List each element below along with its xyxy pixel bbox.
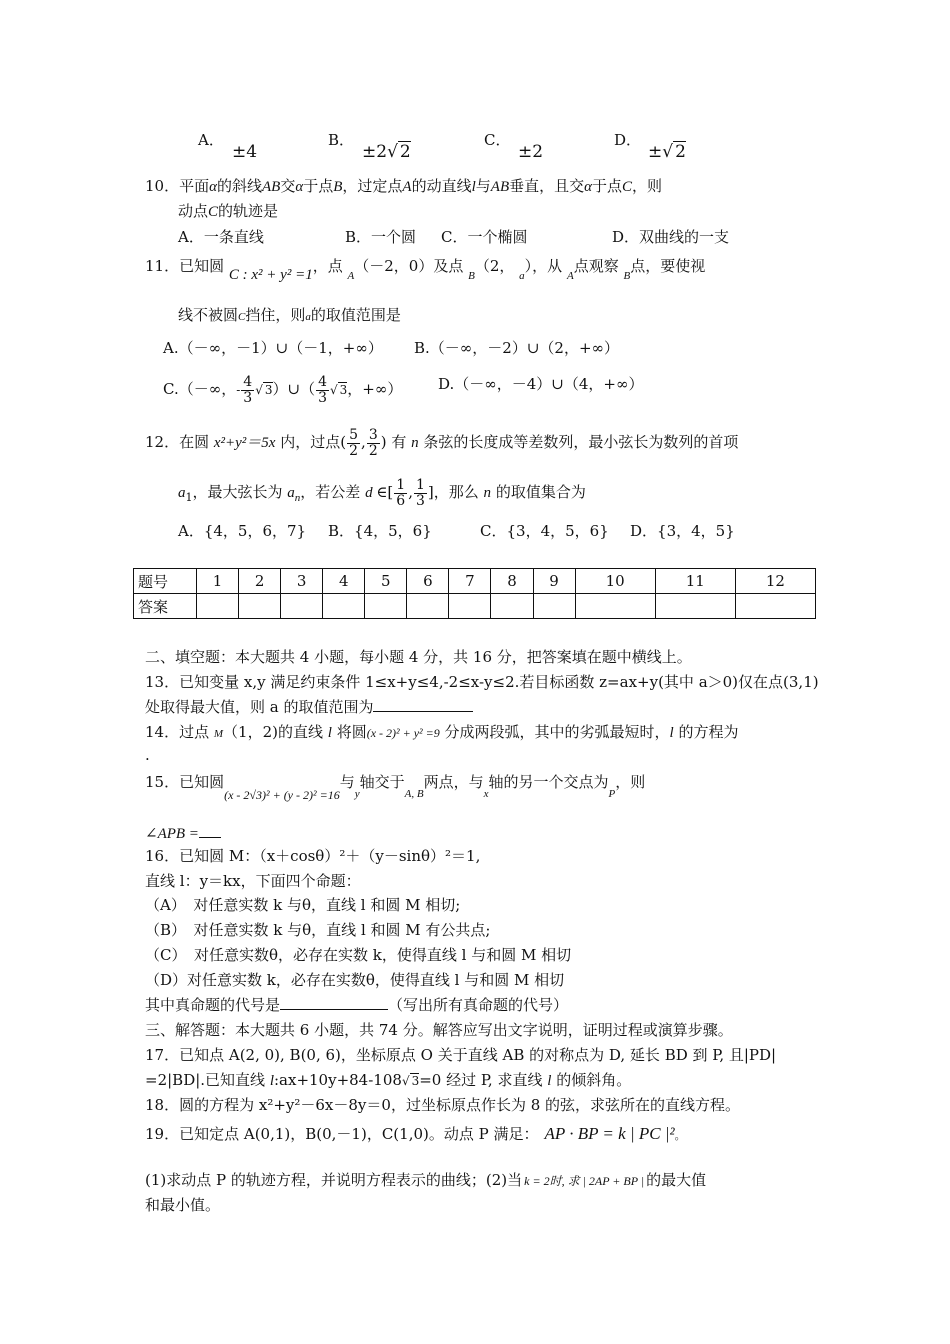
q9-option-c-label: C． — [484, 131, 511, 149]
q9-option-b-value: ±2√ 2 — [362, 142, 411, 162]
q11-line2: 线不被圆C挡住，则a的取值范围是 — [178, 306, 401, 324]
answer-cell[interactable] — [491, 594, 533, 619]
question-number-cell: 11 — [655, 569, 735, 594]
q12-option-c: C．{3，4，5，6} — [480, 522, 609, 540]
q17-line1: 17．已知点 A(2, 0), B(0, 6)，坐标原点 O 关于直线 AB 的对称点为 D, 延长 BD 到 P, 且|PD| — [145, 1046, 777, 1064]
answer-cell[interactable] — [407, 594, 449, 619]
answer-cell[interactable] — [197, 594, 239, 619]
q12-option-b: B．{4，5，6} — [328, 522, 432, 540]
answer-table-header-row — [134, 569, 816, 594]
q14-line1: 14．过点 M（1，2)的直线 l 将圆(x - 2)² + y² =9 分成两段弧，其中的劣弧最短时，l 的方程为 — [145, 723, 739, 741]
q10-option-c: C．一个椭圆 — [441, 228, 528, 246]
q15-line1: 15．已知圆$_{(x - 2√3)^2 + (y - 2)^2 =16}$与$_y$轴交于$_{A, B}$两点，与$_x$轴的另一个交点为$_P$，则 — [145, 773, 646, 802]
answer-cell[interactable] — [575, 594, 655, 619]
answer-table — [133, 568, 816, 619]
question-number-cell: 1 — [197, 569, 239, 594]
answer-cell[interactable] — [655, 594, 735, 619]
answer-cell[interactable] — [449, 594, 491, 619]
q16-line2: 直线 l：y＝kx，下面四个命题： — [145, 872, 361, 890]
answer-table-answer-label: 答案 — [134, 594, 197, 619]
q10-option-a: A．一条直线 — [178, 228, 264, 246]
q13-line2: 处取得最大值，则 a 的取值范围为 — [145, 697, 473, 717]
q16-line1: 16．已知圆 M：（x＋cosθ）²＋（y－sinθ）²＝1, — [145, 847, 481, 865]
question-number-cell: 5 — [365, 569, 407, 594]
question-number-cell: 7 — [449, 569, 491, 594]
q12-option-d: D．{3，4，5} — [630, 522, 735, 540]
question-number-cell: 6 — [407, 569, 449, 594]
section2-heading: 二、填空题：本大题共 4 小题，每小题 4 分，共 16 分，把答案填在题中横线上。 — [145, 648, 692, 666]
q9-option-d-value: ±√ 2 — [648, 142, 686, 162]
q15-line2: ∠APB = — [145, 823, 221, 844]
q19-line3: 和最小值。 — [145, 1196, 221, 1214]
answer-cell[interactable] — [533, 594, 575, 619]
q10-option-d: D．双曲线的一支 — [612, 228, 730, 246]
question-number-cell: 8 — [491, 569, 533, 594]
section3-heading: 三、解答题：本大题共 6 小题，共 74 分。解答应写出文字说明，证明过程或演算步骤。 — [145, 1021, 733, 1039]
q16-proposition-d: （D）对任意实数 k，必存在实数θ，使得直线 l 与和圆 M 相切 — [145, 971, 565, 989]
q17-line2: =2|BD|.已知直线 l:ax+10y+84-108√ 3=0 经过 P, 求直线 l 的倾斜角。 — [145, 1071, 632, 1089]
q9-option-d-label: D． — [614, 131, 642, 149]
q19-line1: 19．已知定点 A(0,1)，B(0,－1)，C(1,0)。动点 P 满足： AP · BP = k | PC |²。 — [145, 1124, 686, 1143]
question-number-cell: 2 — [239, 569, 281, 594]
q14-line2: . — [145, 746, 150, 764]
question-number-cell: 10 — [575, 569, 655, 594]
answer-cell[interactable] — [365, 594, 407, 619]
q9-option-b-label: B． — [328, 131, 355, 149]
q13-line1: 13．已知变量 x,y 满足约束条件 1≤x+y≤4,-2≤x-y≤2.若目标函数 z=ax+y(其中 a＞0)仅在点(3,1) — [145, 673, 819, 691]
question-number-cell: 3 — [281, 569, 323, 594]
answer-cell[interactable] — [323, 594, 365, 619]
answer-cell[interactable] — [239, 594, 281, 619]
question-number-cell: 4 — [323, 569, 365, 594]
q12-line1: 12．在圆 x²+y²＝5x 内，过点( $\frac{5}{2}$ , $\frac{3}{2}$ ) 有 n 条弦的长度成等差数列，最小弦长为数列的首项 — [145, 426, 739, 459]
answer-table-answer-row — [134, 594, 816, 619]
question-number-cell: 12 — [735, 569, 815, 594]
q12-option-a: A．{4，5，6，7} — [178, 522, 307, 540]
q11-option-a: A.（－∞，－1）∪（－1，+∞） — [163, 339, 383, 357]
q12-line2: $a_1$，最大弦长为 $a_n$，若公差 d ∈[ $\frac{1}{6}$ , $\frac{1}{3}$ ]，那么 n 的取值集合为 — [178, 476, 586, 509]
q10-option-b: B．一个圆 — [345, 228, 417, 246]
q19-line2: (1)求动点 P 的轨迹方程，并说明方程表示的曲线；(2)当 k = 2时, 求 | 2AP + BP | 的最大值 — [145, 1171, 707, 1189]
q10-line1: 10．平面α的斜线AB交α于点B，过定点A的动直线l与AB垂直，且交α于点C，则 — [145, 177, 663, 195]
q11-option-b: B.（－∞，－2）∪（2，+∞） — [414, 339, 620, 357]
q9-option-a-value: ±4 — [232, 142, 258, 162]
q18: 18．圆的方程为 x²+y²－6x－8y＝0，过坐标原点作长为 8 的弦，求弦所在的直线方程。 — [145, 1096, 741, 1114]
q11-line1: 11．已知圆 C : x² + y² =1，点 $_A$（－2，0）及点 $_B$（2， $_a$），从 $_A$点观察 $_B$点，要使视 — [145, 257, 706, 283]
q11-option-c: C.（－∞，- $\frac{4}{3}$ √ 3）∪（ $\frac{4}{3}$ √ 3，+∞） — [163, 373, 403, 406]
answer-cell[interactable] — [735, 594, 815, 619]
q16-answer-line: 其中真命题的代号是 （写出所有真命题的代号） — [145, 996, 569, 1014]
answer-cell[interactable] — [281, 594, 323, 619]
q9-option-c-value: ±2 — [518, 142, 544, 162]
q10-line2: 动点C的轨迹是 — [178, 202, 279, 220]
answer-table-header-label: 题号 — [134, 569, 197, 594]
q16-proposition-c: （C） 对任意实数θ，必存在实数 k，使得直线 l 与和圆 M 相切 — [145, 946, 572, 964]
q11-option-d: D.（－∞，－4）∪（4，+∞） — [438, 375, 644, 393]
q9-option-a-label: A． — [198, 131, 224, 149]
q16-proposition-b: （B） 对任意实数 k 与θ，直线 l 和圆 M 有公共点; — [145, 921, 491, 939]
question-number-cell: 9 — [533, 569, 575, 594]
q16-proposition-a: （A） 对任意实数 k 与θ，直线 l 和圆 M 相切; — [145, 896, 461, 914]
